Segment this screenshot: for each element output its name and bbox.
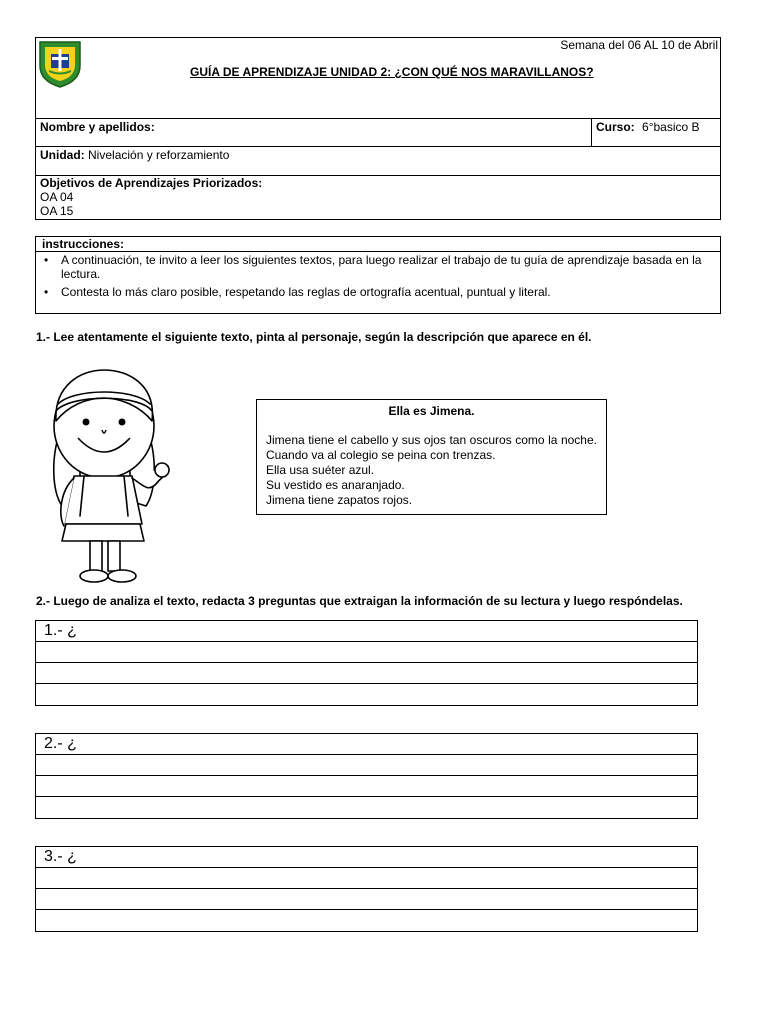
- answer-line[interactable]: [36, 663, 697, 684]
- girl-coloring-illustration: [40, 366, 175, 590]
- answer-line[interactable]: [36, 755, 697, 776]
- instruction-item: A continuación, te invito a leer los siguientes textos, para luego realizar el trabajo de tu guía de aprendizaje basada en la lectura.: [61, 253, 702, 281]
- answer-line[interactable]: [36, 734, 697, 755]
- answer-grid-3[interactable]: [35, 846, 698, 932]
- story-body: [266, 433, 597, 508]
- story-text-box: [256, 399, 607, 515]
- objective-item: OA 04: [40, 190, 74, 204]
- objective-item: OA 15: [40, 204, 74, 218]
- instruction-item: Contesta lo más claro posible, respetando las reglas de ortografía acentual, puntual y literal.: [61, 285, 551, 299]
- instructions-title: instrucciones:: [42, 237, 125, 251]
- unit-field: [40, 148, 229, 162]
- answer-line[interactable]: [36, 642, 697, 663]
- answer-grid-2[interactable]: [35, 733, 698, 819]
- objectives-label: Objetivos de Aprendizajes Priorizados:: [40, 176, 263, 190]
- answer-line[interactable]: [36, 684, 697, 705]
- answer-line[interactable]: [36, 621, 697, 642]
- week-range: Semana del 06 AL 10 de Abril: [560, 38, 718, 52]
- question-label: 1.- ¿: [44, 622, 77, 639]
- page-title: GUÍA DE APRENDIZAJE UNIDAD 2: ¿CON QUÉ NOS MARAVILLANOS?: [190, 65, 594, 79]
- course-value: 6°basico B: [642, 120, 700, 134]
- story-line: Ella usa suéter azul.: [266, 463, 375, 477]
- answer-line[interactable]: [36, 889, 697, 910]
- answer-line[interactable]: [36, 797, 697, 818]
- answer-line[interactable]: [36, 847, 697, 868]
- answer-line[interactable]: [36, 868, 697, 889]
- name-label: Nombre y apellidos:: [40, 120, 155, 134]
- bullet-icon: •: [44, 285, 49, 299]
- bullet-icon: •: [44, 253, 49, 267]
- exercise-1-prompt: 1.- Lee atentamente el siguiente texto, pinta al personaje, según la descripción que aparece en él.: [36, 330, 592, 344]
- story-line: Su vestido es anaranjado.: [266, 478, 405, 492]
- exercise-2-prompt: 2.- Luego de analiza el texto, redacta 3 preguntas que extraigan la información de su lectura y luego respóndelas.: [36, 594, 683, 608]
- question-label: 2.- ¿: [44, 735, 77, 752]
- course-label: Curso:: [596, 120, 635, 134]
- unit-value: Nivelación y reforzamiento: [88, 148, 230, 162]
- objectives-field: [40, 176, 262, 218]
- answer-grid-1[interactable]: [35, 620, 698, 706]
- divider: [36, 146, 720, 147]
- name-field-label: [40, 120, 155, 134]
- question-label: 3.- ¿: [44, 848, 77, 865]
- divider: [36, 251, 720, 252]
- story-line: Jimena tiene el cabello y sus ojos tan oscuros como la noche. Cuando va al colegio se peina con trenzas.: [266, 433, 597, 462]
- course-field: [596, 120, 700, 134]
- story-title: Ella es Jimena.: [388, 404, 475, 418]
- answer-line[interactable]: [36, 910, 697, 931]
- divider: [36, 118, 720, 119]
- school-crest-logo: [37, 38, 83, 88]
- divider: [591, 118, 592, 146]
- answer-line[interactable]: [36, 776, 697, 797]
- unit-label: Unidad:: [40, 148, 85, 162]
- story-line: Jimena tiene zapatos rojos.: [266, 493, 413, 507]
